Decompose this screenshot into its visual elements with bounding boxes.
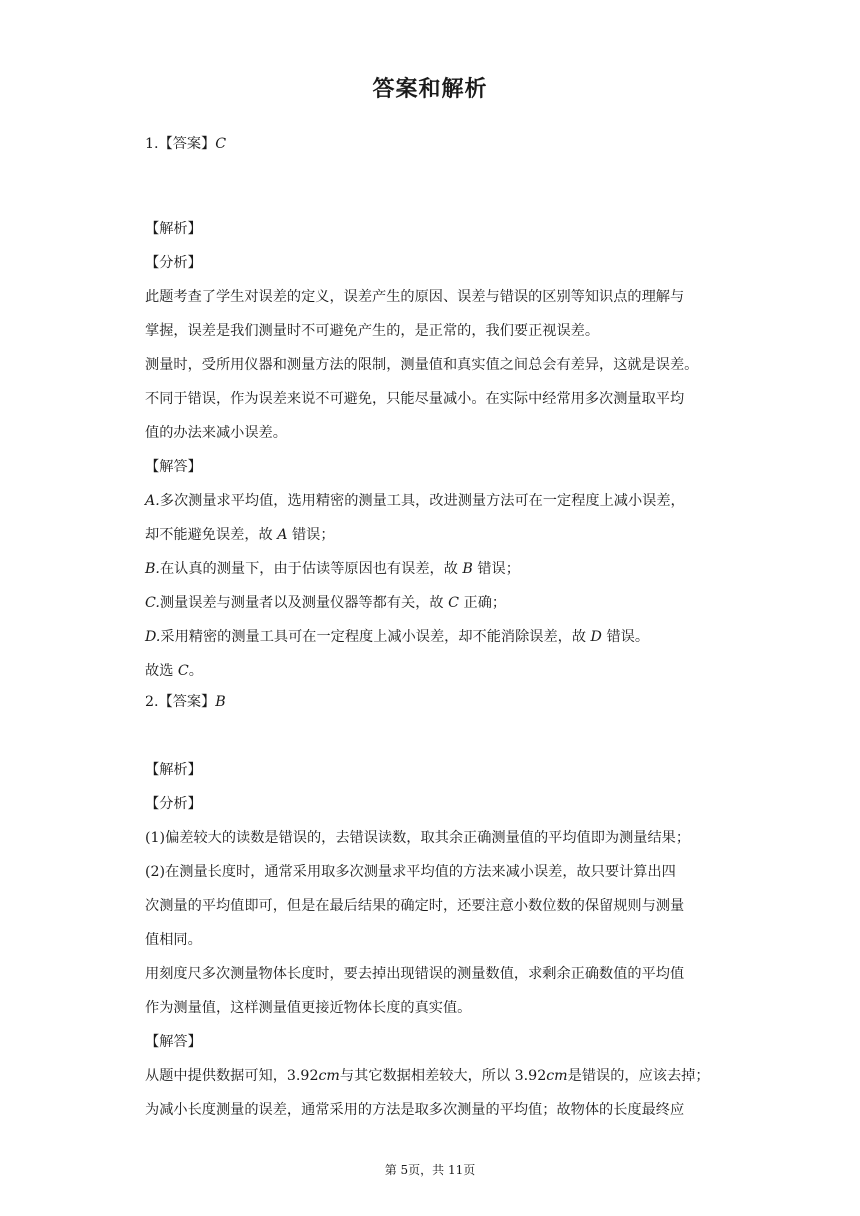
option-b-letter: B (462, 561, 473, 577)
q1-analysis-line: 掌握，误差是我们测量时不可避免产生的，是正常的，我们要正视误差。 (145, 323, 600, 339)
option-c-letter: C (448, 595, 459, 611)
q1-option-a-line2 (145, 525, 335, 545)
q2-analysis-line: 次测量的平均值即可，但是在最后结果的确定时，还要注意小数位数的保留规则与测量 (145, 898, 685, 914)
q1-analysis-line: 测量时，受所用仪器和测量方法的限制，测量值和真实值之间总会有差异，这就是误差。 (145, 357, 699, 373)
option-c-label: C. (145, 595, 160, 611)
q2-jieda-heading: 【解答】 (145, 1034, 202, 1050)
q2-analysis-line: 用刻度尺多次测量物体长度时，要去掉出现错误的测量数值，求剩余正确数值的平均值 (145, 966, 685, 982)
option-b-text-post: 错误； (477, 561, 520, 577)
q1-jiexi-heading: 【解析】 (145, 221, 202, 237)
q2-answer-prefix: 2.【答案】 (145, 694, 216, 710)
q1-analysis-line: 值的办法来减小误差。 (145, 425, 287, 441)
option-d-letter: D (590, 629, 602, 645)
conclusion-letter: C (177, 663, 189, 679)
option-b-label: B. (145, 561, 160, 577)
unit-cm: cm (546, 1068, 568, 1084)
option-c-text-post: 正确； (463, 595, 507, 611)
option-a-text: 多次测量求平均值，选用精密的测量工具，改进测量方法可在一定程度上减小误差， (159, 493, 685, 509)
q1-analysis-line: 不同于错误，作为误差来说不可避免，只能尽量减小。在实际中经常用多次测量取平均 (145, 391, 685, 407)
q2-analysis-line: 值相同。 (145, 932, 202, 948)
q2-solution-line: 为减小长度测量的误差，通常采用的方法是取多次测量的平均值；故物体的长度最终应 (145, 1102, 685, 1118)
q2-jiexi-heading: 【解析】 (145, 762, 202, 778)
q1-option-b-line (145, 559, 520, 579)
conclusion-post: 。 (188, 663, 203, 679)
q2-solution-line (145, 1066, 710, 1086)
sol1-pre: 从题中提供数据可知，3.92 (145, 1068, 319, 1084)
q1-option-a-line1 (145, 491, 685, 511)
q2-answer-letter: B (215, 694, 226, 710)
q1-answer-line (145, 134, 226, 154)
sol1-mid: 与其它数据相差较大，所以 3.92 (339, 1068, 547, 1084)
option-a-label: A. (145, 493, 160, 509)
sol1-post: 是错误的，应该去掉； (567, 1068, 710, 1084)
q1-option-d-line (145, 627, 649, 647)
unit-cm: cm (318, 1068, 340, 1084)
q2-analysis-line: (2)在测量长度时，通常采用取多次测量求平均值的方法来减小误差，故只要计算出四 (145, 864, 676, 880)
conclusion-pre: 故选 (145, 663, 174, 679)
option-d-text-pre: 采用精密的测量工具可在一定程度上减小误差，却不能消除误差，故 (160, 629, 587, 645)
option-a-text-pre: 却不能避免误差，故 (145, 527, 273, 543)
q1-jieda-heading: 【解答】 (145, 459, 202, 475)
q2-analysis-line: (1)偏差较大的读数是错误的，去错误读数，取其余正确测量值的平均值即为测量结果； (145, 830, 691, 846)
q2-fenxi-heading: 【分析】 (145, 796, 202, 812)
option-a-text-post: 错误； (291, 527, 335, 543)
option-d-label: D. (145, 629, 161, 645)
q2-analysis-line: 作为测量值，这样测量值更接近物体长度的真实值。 (145, 1000, 472, 1016)
q1-answer-prefix: 1.【答案】 (145, 136, 216, 152)
option-c-text-pre: 测量误差与测量者以及测量仪器等都有关，故 (159, 595, 444, 611)
option-d-text-post: 错误。 (606, 629, 650, 645)
page-title: 答案和解析 (372, 76, 488, 102)
q1-conclusion-line (145, 661, 203, 681)
q1-option-c-line (145, 593, 506, 613)
q2-answer-line (145, 692, 226, 712)
q1-fenxi-heading: 【分析】 (145, 255, 202, 271)
q1-answer-letter: C (215, 136, 227, 152)
q1-analysis-line: 此题考查了学生对误差的定义，误差产生的原因、误差与错误的区别等知识点的理解与 (145, 289, 685, 305)
page-footer: 第 5页，共 11页 (384, 1163, 476, 1177)
option-b-text-pre: 在认真的测量下，由于估读等原因也有误差，故 (159, 561, 458, 577)
option-a-letter: A (277, 527, 288, 543)
